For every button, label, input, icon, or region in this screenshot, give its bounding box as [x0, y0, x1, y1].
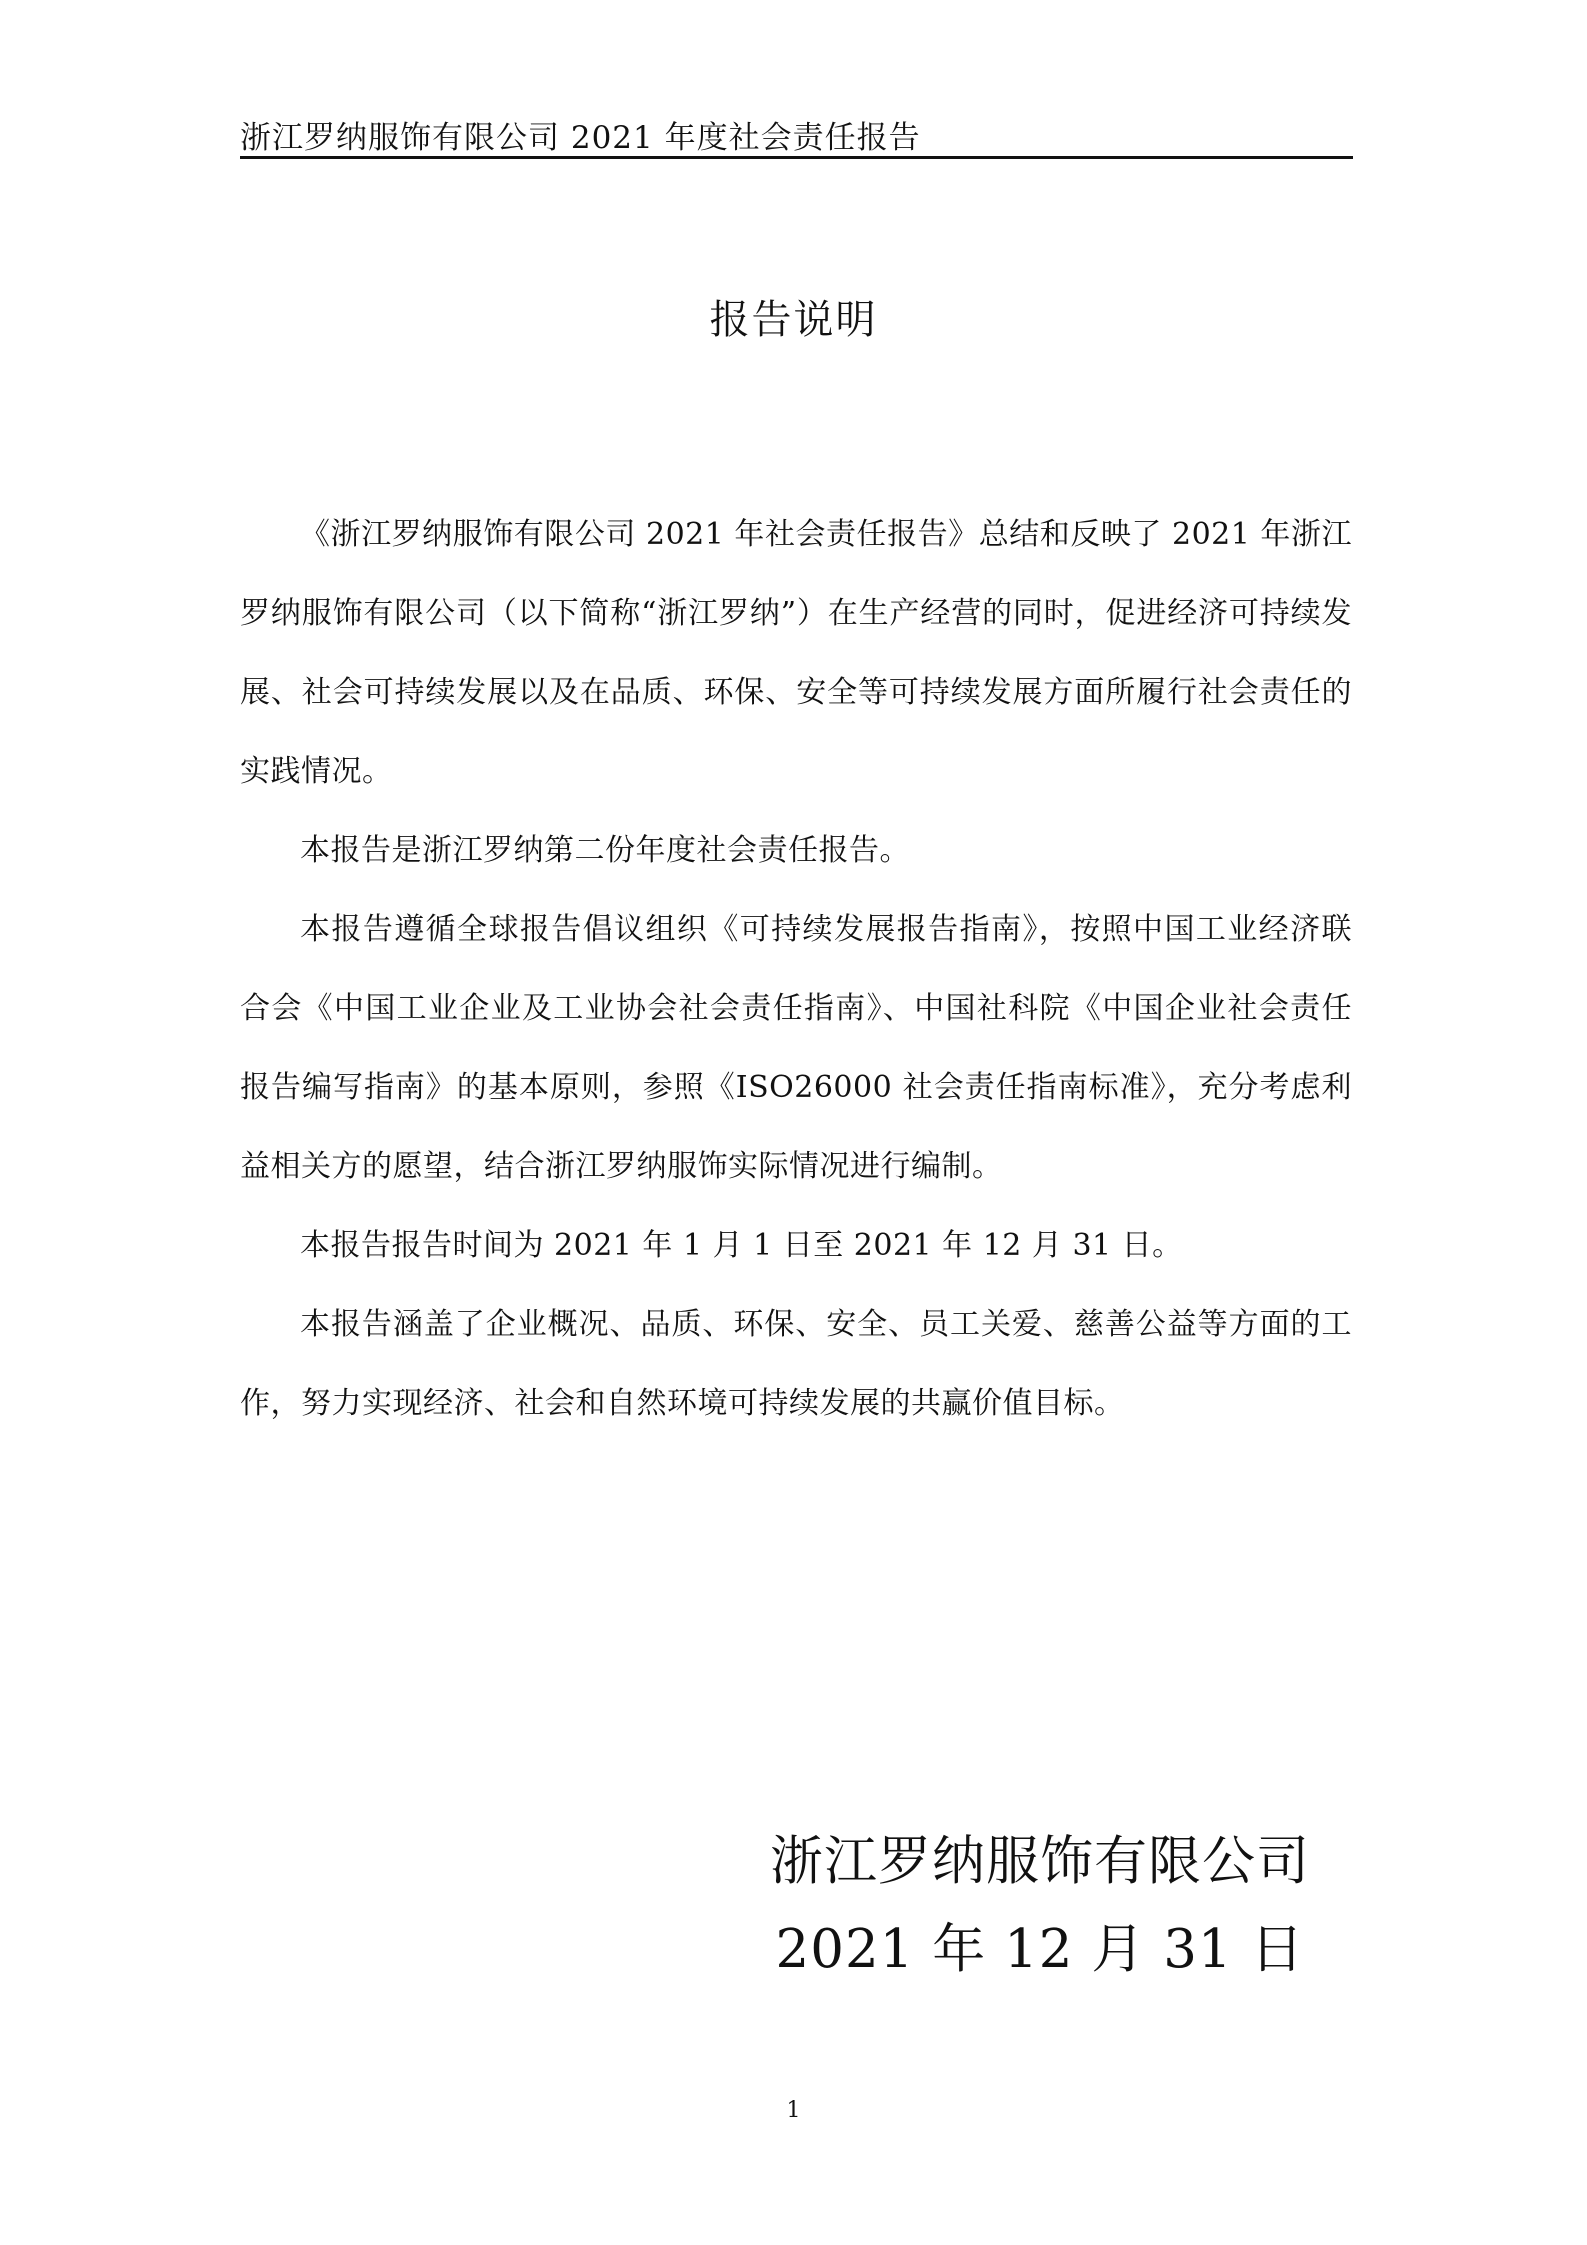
page-number: 1	[786, 2098, 801, 2123]
paragraph-period: 本报告报告时间为 2021 年 1 月 1 日至 2021 年 12 月 31 日。	[300, 1228, 1183, 1263]
page-title: 报告说明	[709, 297, 878, 343]
page-header-title: 浙江罗纳服饰有限公司 2021 年度社会责任报告	[240, 120, 921, 156]
paragraph-standards: 本报告遵循全球报告倡议组织《可持续发展报告指南》，按照中国工业经济联合会《中国工业企业及工业协会社会责任指南》、中国社科院《中国企业社会责任报告编写指南》的基本原则，参照《ISO26000 社会责任指南标准》，充分考虑利益相关方的愿望，结合浙江罗纳服饰实际情况进行编制。	[240, 912, 1352, 1184]
signature-block	[760, 1818, 1320, 1994]
paragraph-scope: 本报告涵盖了企业概况、品质、环保、安全、员工关爱、慈善公益等方面的工作，努力实现经济、社会和自然环境可持续发展的共赢价值目标。	[240, 1307, 1352, 1421]
paragraph-edition: 本报告是浙江罗纳第二份年度社会责任报告。	[300, 833, 910, 868]
report-body	[240, 495, 1352, 1443]
signature-date: 2021 年 12 月 31 日	[775, 1919, 1305, 1980]
header-divider	[240, 156, 1353, 159]
signature-company: 浙江罗纳服饰有限公司	[770, 1831, 1310, 1892]
paragraph-summary: 《浙江罗纳服饰有限公司 2021 年社会责任报告》总结和反映了 2021 年浙江罗纳服饰有限公司（以下简称“浙江罗纳”）在生产经营的同时，促进经济可持续发展、社会可持续发展以及在品质、环保、安全等可持续发展方面所履行社会责任的实践情况。	[240, 517, 1352, 789]
